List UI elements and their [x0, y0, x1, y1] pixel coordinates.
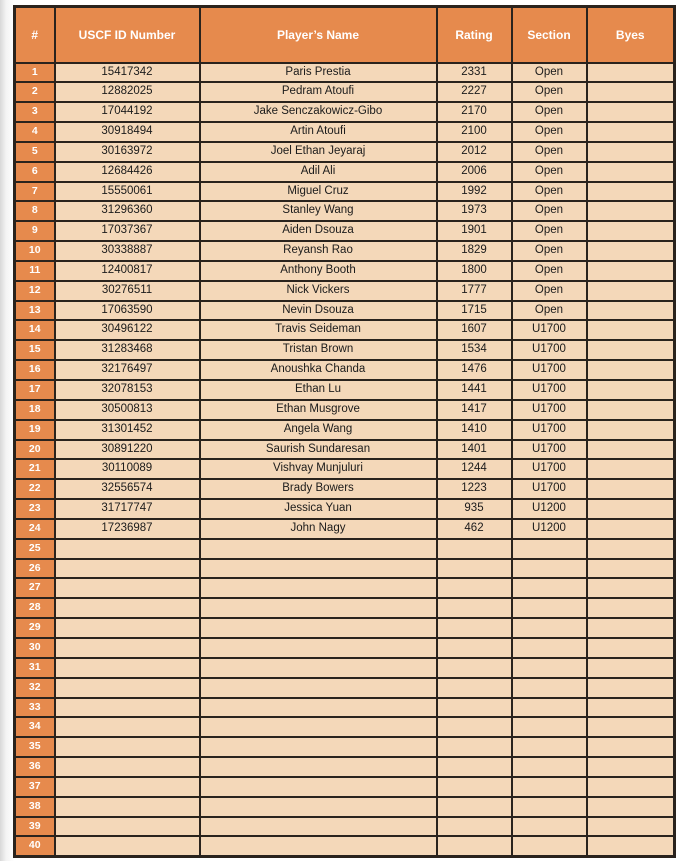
cell-byes [587, 201, 675, 221]
table-row [15, 459, 675, 479]
registration-sheet [13, 5, 676, 858]
cell-rating: 1992 [437, 182, 512, 202]
cell-uscf-id: 17236987 [55, 519, 200, 539]
table-row [15, 539, 675, 559]
cell-uscf-id: 12882025 [55, 82, 200, 102]
cell-byes [587, 479, 675, 499]
cell-rating: 1401 [437, 440, 512, 460]
cell-byes [587, 360, 675, 380]
cell-num: 11 [15, 261, 55, 281]
cell-name [200, 836, 437, 856]
cell-byes [587, 182, 675, 202]
cell-num: 7 [15, 182, 55, 202]
table-row [15, 698, 675, 718]
cell-name [200, 777, 437, 797]
cell-uscf-id [55, 737, 200, 757]
cell-byes [587, 340, 675, 360]
cell-byes [587, 539, 675, 559]
cell-num: 19 [15, 420, 55, 440]
cell-rating [437, 678, 512, 698]
cell-num: 12 [15, 281, 55, 301]
cell-section: U1700 [512, 479, 587, 499]
cell-section [512, 559, 587, 579]
cell-num: 3 [15, 102, 55, 122]
cell-name: Nick Vickers [200, 281, 437, 301]
cell-rating: 1973 [437, 201, 512, 221]
cell-byes [587, 301, 675, 321]
cell-byes [587, 459, 675, 479]
table-row [15, 440, 675, 460]
cell-num: 14 [15, 320, 55, 340]
table-row [15, 797, 675, 817]
cell-num: 5 [15, 142, 55, 162]
table-row [15, 63, 675, 83]
cell-name: Anoushka Chanda [200, 360, 437, 380]
cell-byes [587, 440, 675, 460]
cell-name [200, 539, 437, 559]
table-row [15, 618, 675, 638]
cell-rating: 462 [437, 519, 512, 539]
cell-uscf-id [55, 797, 200, 817]
cell-section: U1700 [512, 459, 587, 479]
cell-rating: 1607 [437, 320, 512, 340]
table-row [15, 340, 675, 360]
cell-name: Saurish Sundaresan [200, 440, 437, 460]
table-row [15, 221, 675, 241]
cell-rating: 2170 [437, 102, 512, 122]
cell-num: 35 [15, 737, 55, 757]
cell-name: Jessica Yuan [200, 499, 437, 519]
cell-name: Anthony Booth [200, 261, 437, 281]
cell-name: Paris Prestia [200, 63, 437, 83]
cell-name: Artin Atoufi [200, 122, 437, 142]
cell-num: 1 [15, 63, 55, 83]
cell-name: Angela Wang [200, 420, 437, 440]
cell-name: Joel Ethan Jeyaraj [200, 142, 437, 162]
cell-name [200, 757, 437, 777]
cell-section: U1700 [512, 340, 587, 360]
cell-num: 29 [15, 618, 55, 638]
header-section: Section [512, 7, 587, 63]
cell-uscf-id [55, 578, 200, 598]
cell-num: 39 [15, 817, 55, 837]
cell-rating: 2227 [437, 82, 512, 102]
cell-section [512, 598, 587, 618]
table-row [15, 559, 675, 579]
cell-byes [587, 380, 675, 400]
cell-byes [587, 63, 675, 83]
cell-byes [587, 162, 675, 182]
cell-name: Aiden Dsouza [200, 221, 437, 241]
cell-name [200, 737, 437, 757]
cell-num: 16 [15, 360, 55, 380]
cell-num: 10 [15, 241, 55, 261]
cell-rating [437, 777, 512, 797]
cell-section: U1700 [512, 400, 587, 420]
table-row [15, 281, 675, 301]
cell-section [512, 618, 587, 638]
cell-uscf-id [55, 638, 200, 658]
cell-name: Ethan Musgrove [200, 400, 437, 420]
cell-section: Open [512, 281, 587, 301]
cell-num: 36 [15, 757, 55, 777]
table-row [15, 261, 675, 281]
cell-rating: 1410 [437, 420, 512, 440]
table-row [15, 182, 675, 202]
cell-rating [437, 658, 512, 678]
table-body [15, 63, 675, 857]
table-row [15, 142, 675, 162]
cell-num: 6 [15, 162, 55, 182]
cell-name: Brady Bowers [200, 479, 437, 499]
cell-section: Open [512, 162, 587, 182]
header-uscf-id: USCF ID Number [55, 7, 200, 63]
cell-uscf-id [55, 598, 200, 618]
table-row [15, 320, 675, 340]
cell-byes [587, 817, 675, 837]
cell-num: 37 [15, 777, 55, 797]
cell-section [512, 658, 587, 678]
cell-uscf-id: 30163972 [55, 142, 200, 162]
cell-uscf-id: 32556574 [55, 479, 200, 499]
cell-num: 18 [15, 400, 55, 420]
cell-rating: 2006 [437, 162, 512, 182]
cell-name [200, 678, 437, 698]
cell-num: 31 [15, 658, 55, 678]
cell-rating [437, 797, 512, 817]
cell-rating [437, 737, 512, 757]
cell-section: Open [512, 241, 587, 261]
cell-rating: 1476 [437, 360, 512, 380]
cell-uscf-id [55, 817, 200, 837]
cell-rating [437, 698, 512, 718]
cell-uscf-id: 17063590 [55, 301, 200, 321]
cell-rating: 1417 [437, 400, 512, 420]
table-row [15, 578, 675, 598]
table-row [15, 82, 675, 102]
table-row [15, 817, 675, 837]
cell-name [200, 618, 437, 638]
cell-section [512, 717, 587, 737]
cell-uscf-id: 17044192 [55, 102, 200, 122]
cell-section [512, 698, 587, 718]
cell-uscf-id: 30918494 [55, 122, 200, 142]
table-row [15, 757, 675, 777]
cell-byes [587, 757, 675, 777]
cell-rating: 935 [437, 499, 512, 519]
cell-uscf-id [55, 836, 200, 856]
cell-section: Open [512, 182, 587, 202]
cell-num: 34 [15, 717, 55, 737]
cell-uscf-id: 32078153 [55, 380, 200, 400]
cell-num: 25 [15, 539, 55, 559]
cell-section: U1700 [512, 360, 587, 380]
cell-rating [437, 717, 512, 737]
table-row [15, 360, 675, 380]
cell-byes [587, 221, 675, 241]
cell-name: Miguel Cruz [200, 182, 437, 202]
cell-byes [587, 122, 675, 142]
cell-section [512, 817, 587, 837]
cell-num: 17 [15, 380, 55, 400]
cell-byes [587, 102, 675, 122]
cell-uscf-id [55, 698, 200, 718]
cell-num: 28 [15, 598, 55, 618]
cell-rating [437, 817, 512, 837]
table-row [15, 836, 675, 856]
table-row [15, 479, 675, 499]
cell-name [200, 559, 437, 579]
cell-uscf-id: 30276511 [55, 281, 200, 301]
cell-byes [587, 678, 675, 698]
cell-section [512, 777, 587, 797]
cell-byes [587, 737, 675, 757]
cell-num: 8 [15, 201, 55, 221]
cell-uscf-id [55, 559, 200, 579]
header-player-name: Player’s Name [200, 7, 437, 63]
cell-byes [587, 559, 675, 579]
cell-section: U1200 [512, 499, 587, 519]
cell-uscf-id: 31283468 [55, 340, 200, 360]
cell-uscf-id: 12400817 [55, 261, 200, 281]
cell-byes [587, 241, 675, 261]
cell-section: U1700 [512, 420, 587, 440]
cell-byes [587, 797, 675, 817]
table-row [15, 201, 675, 221]
cell-section: U1700 [512, 440, 587, 460]
cell-byes [587, 598, 675, 618]
header-row [15, 7, 675, 63]
player-roster-table [13, 5, 676, 858]
cell-section [512, 578, 587, 598]
cell-byes [587, 698, 675, 718]
table-row [15, 717, 675, 737]
cell-byes [587, 618, 675, 638]
cell-rating [437, 757, 512, 777]
cell-section [512, 836, 587, 856]
table-row [15, 400, 675, 420]
table-row [15, 777, 675, 797]
table-row [15, 519, 675, 539]
cell-num: 22 [15, 479, 55, 499]
cell-name: Vishvay Munjuluri [200, 459, 437, 479]
table-row [15, 737, 675, 757]
cell-section: Open [512, 301, 587, 321]
cell-name: Pedram Atoufi [200, 82, 437, 102]
cell-rating [437, 618, 512, 638]
cell-section: Open [512, 102, 587, 122]
cell-section: Open [512, 201, 587, 221]
cell-byes [587, 578, 675, 598]
cell-rating: 1777 [437, 281, 512, 301]
cell-section: Open [512, 63, 587, 83]
cell-section: Open [512, 221, 587, 241]
cell-name: Travis Seideman [200, 320, 437, 340]
table-row [15, 380, 675, 400]
cell-byes [587, 638, 675, 658]
cell-num: 23 [15, 499, 55, 519]
cell-byes [587, 142, 675, 162]
cell-section [512, 757, 587, 777]
cell-uscf-id: 17037367 [55, 221, 200, 241]
cell-byes [587, 400, 675, 420]
cell-name [200, 598, 437, 618]
cell-uscf-id [55, 777, 200, 797]
table-row [15, 122, 675, 142]
cell-rating: 1901 [437, 221, 512, 241]
cell-num: 20 [15, 440, 55, 460]
cell-section: Open [512, 261, 587, 281]
cell-uscf-id: 30338887 [55, 241, 200, 261]
cell-uscf-id [55, 678, 200, 698]
cell-num: 2 [15, 82, 55, 102]
cell-rating: 1800 [437, 261, 512, 281]
cell-name [200, 698, 437, 718]
cell-byes [587, 320, 675, 340]
cell-rating [437, 638, 512, 658]
cell-name [200, 717, 437, 737]
cell-rating: 2012 [437, 142, 512, 162]
cell-name [200, 638, 437, 658]
cell-num: 4 [15, 122, 55, 142]
cell-num: 30 [15, 638, 55, 658]
cell-byes [587, 519, 675, 539]
cell-name [200, 797, 437, 817]
table-row [15, 499, 675, 519]
table-row [15, 162, 675, 182]
cell-rating: 1244 [437, 459, 512, 479]
cell-name: Tristan Brown [200, 340, 437, 360]
cell-num: 38 [15, 797, 55, 817]
cell-name: Adil Ali [200, 162, 437, 182]
table-row [15, 678, 675, 698]
cell-uscf-id [55, 658, 200, 678]
cell-num: 26 [15, 559, 55, 579]
cell-rating: 2331 [437, 63, 512, 83]
table-row [15, 102, 675, 122]
cell-name: Jake Senczakowicz-Gibo [200, 102, 437, 122]
cell-uscf-id: 30496122 [55, 320, 200, 340]
header-byes: Byes [587, 7, 675, 63]
cell-num: 13 [15, 301, 55, 321]
cell-byes [587, 717, 675, 737]
table-row [15, 420, 675, 440]
cell-name: Stanley Wang [200, 201, 437, 221]
cell-byes [587, 281, 675, 301]
cell-byes [587, 836, 675, 856]
cell-uscf-id: 31301452 [55, 420, 200, 440]
cell-name [200, 817, 437, 837]
cell-section [512, 638, 587, 658]
cell-num: 27 [15, 578, 55, 598]
cell-uscf-id: 30500813 [55, 400, 200, 420]
cell-rating [437, 559, 512, 579]
table-header [15, 7, 675, 63]
cell-byes [587, 777, 675, 797]
header-number: # [15, 7, 55, 63]
cell-uscf-id: 31717747 [55, 499, 200, 519]
cell-rating: 1534 [437, 340, 512, 360]
cell-name: Ethan Lu [200, 380, 437, 400]
cell-section [512, 539, 587, 559]
cell-section [512, 797, 587, 817]
table-row [15, 598, 675, 618]
cell-name [200, 658, 437, 678]
cell-uscf-id: 31296360 [55, 201, 200, 221]
cell-section: U1700 [512, 320, 587, 340]
cell-section [512, 678, 587, 698]
cell-num: 24 [15, 519, 55, 539]
cell-byes [587, 499, 675, 519]
cell-name [200, 578, 437, 598]
cell-name: Reyansh Rao [200, 241, 437, 261]
table-row [15, 241, 675, 261]
cell-uscf-id: 32176497 [55, 360, 200, 380]
cell-byes [587, 658, 675, 678]
cell-section [512, 737, 587, 757]
cell-uscf-id: 12684426 [55, 162, 200, 182]
cell-section: Open [512, 122, 587, 142]
table-row [15, 658, 675, 678]
cell-name: John Nagy [200, 519, 437, 539]
cell-num: 15 [15, 340, 55, 360]
cell-section: Open [512, 142, 587, 162]
cell-uscf-id [55, 618, 200, 638]
cell-uscf-id: 30891220 [55, 440, 200, 460]
cell-uscf-id: 15417342 [55, 63, 200, 83]
cell-byes [587, 261, 675, 281]
cell-uscf-id [55, 757, 200, 777]
cell-num: 33 [15, 698, 55, 718]
header-rating: Rating [437, 7, 512, 63]
cell-section: Open [512, 82, 587, 102]
table-row [15, 638, 675, 658]
cell-section: U1700 [512, 380, 587, 400]
cell-num: 32 [15, 678, 55, 698]
cell-rating: 1441 [437, 380, 512, 400]
cell-rating: 1715 [437, 301, 512, 321]
cell-section: U1200 [512, 519, 587, 539]
cell-num: 21 [15, 459, 55, 479]
cell-rating [437, 836, 512, 856]
cell-name: Nevin Dsouza [200, 301, 437, 321]
cell-rating: 1223 [437, 479, 512, 499]
cell-rating [437, 598, 512, 618]
cell-rating [437, 578, 512, 598]
cell-uscf-id: 30110089 [55, 459, 200, 479]
cell-rating: 1829 [437, 241, 512, 261]
cell-num: 9 [15, 221, 55, 241]
cell-rating [437, 539, 512, 559]
cell-uscf-id [55, 539, 200, 559]
cell-byes [587, 82, 675, 102]
cell-rating: 2100 [437, 122, 512, 142]
cell-num: 40 [15, 836, 55, 856]
cell-uscf-id [55, 717, 200, 737]
cell-byes [587, 420, 675, 440]
cell-uscf-id: 15550061 [55, 182, 200, 202]
table-row [15, 301, 675, 321]
